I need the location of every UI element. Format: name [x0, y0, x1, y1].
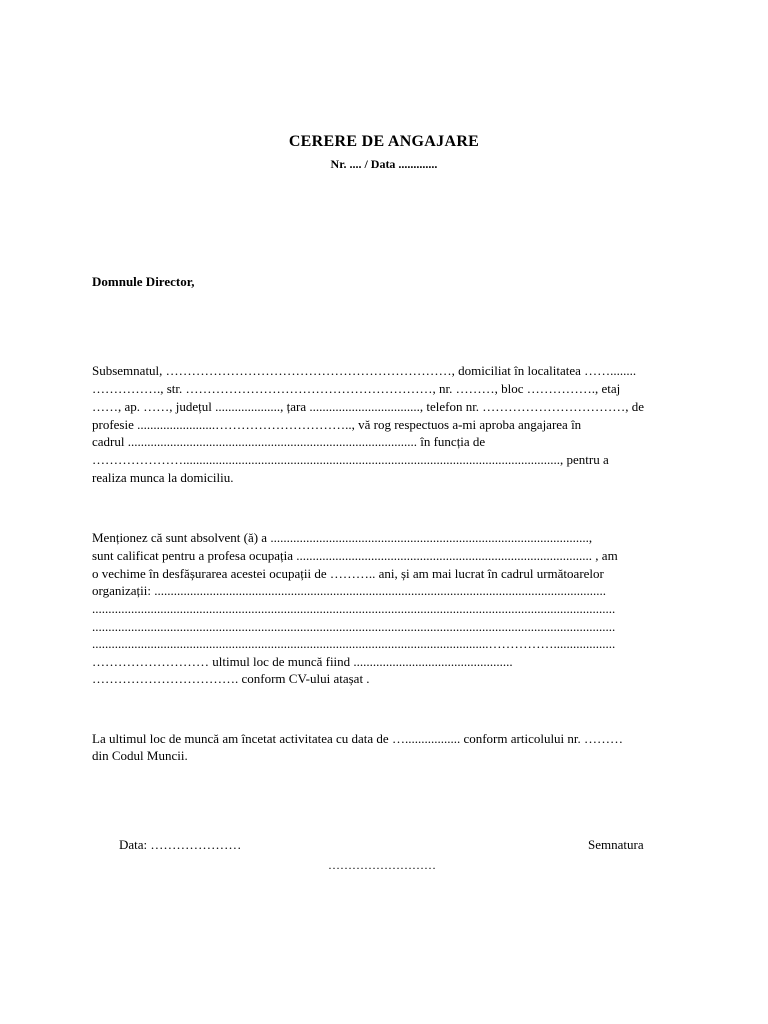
para1-line: …………………...................................................................................................................., pentru a [92, 452, 609, 467]
para1-line: realiza munca la domiciliu. [92, 470, 234, 485]
para2-line: ..........................................................................................................................……………................... [92, 636, 616, 651]
date-field: Data: ………………… [119, 837, 242, 852]
signature-label: Semnatura [588, 837, 644, 852]
para2-line: organizații: ........................................................................................................................................... [92, 583, 606, 598]
para2-line: ……………………………. conform CV-ului atașat . [92, 671, 370, 686]
para3-line: din Codul Muncii. [92, 748, 188, 763]
document-number-date: Nr. .... / Data ............. [330, 157, 438, 171]
para1-line: profesie ........................………………………….., vă rog respectuos a-mi aproba angajarea în [92, 417, 582, 432]
para1-line: ……, ap. ……, județul ...................., țara .................................., telefon nr. ……………………………, de [92, 399, 645, 414]
para2-line: ................................................................................................................................................................. [92, 619, 616, 634]
para2-line: o vechime în desfășurarea acestei ocupații de ……….. ani, și am mai lucrat în cadrul următoarelor [92, 566, 604, 581]
para2-line: sunt calificat pentru a profesa ocupația ........................................................................................... , am [92, 548, 618, 563]
para1-line: Subsemnatul, …………………………………………………………, domiciliat în localitatea ……........ [92, 363, 637, 378]
para2-line: ……………………… ultimul loc de muncă fiind ................................................. [92, 654, 513, 669]
signature-line: ……………………… [328, 858, 436, 872]
para2-line: ................................................................................................................................................................. [92, 601, 616, 616]
para1-line: ……………., str. …………………………………………………, nr. ………, bloc ……………., etaj [92, 381, 621, 396]
para3-line: La ultimul loc de muncă am încetat activitatea cu data de …................. conform articolului nr. ……… [92, 731, 624, 746]
para1-line: cadrul ......................................................................................... în funcția de [92, 434, 486, 449]
document-title: CERERE DE ANGAJARE [288, 133, 480, 150]
para2-line: Menționez că sunt absolvent (ă) a .................................................................................................., [92, 530, 593, 545]
greeting: Domnule Director, [92, 274, 195, 289]
